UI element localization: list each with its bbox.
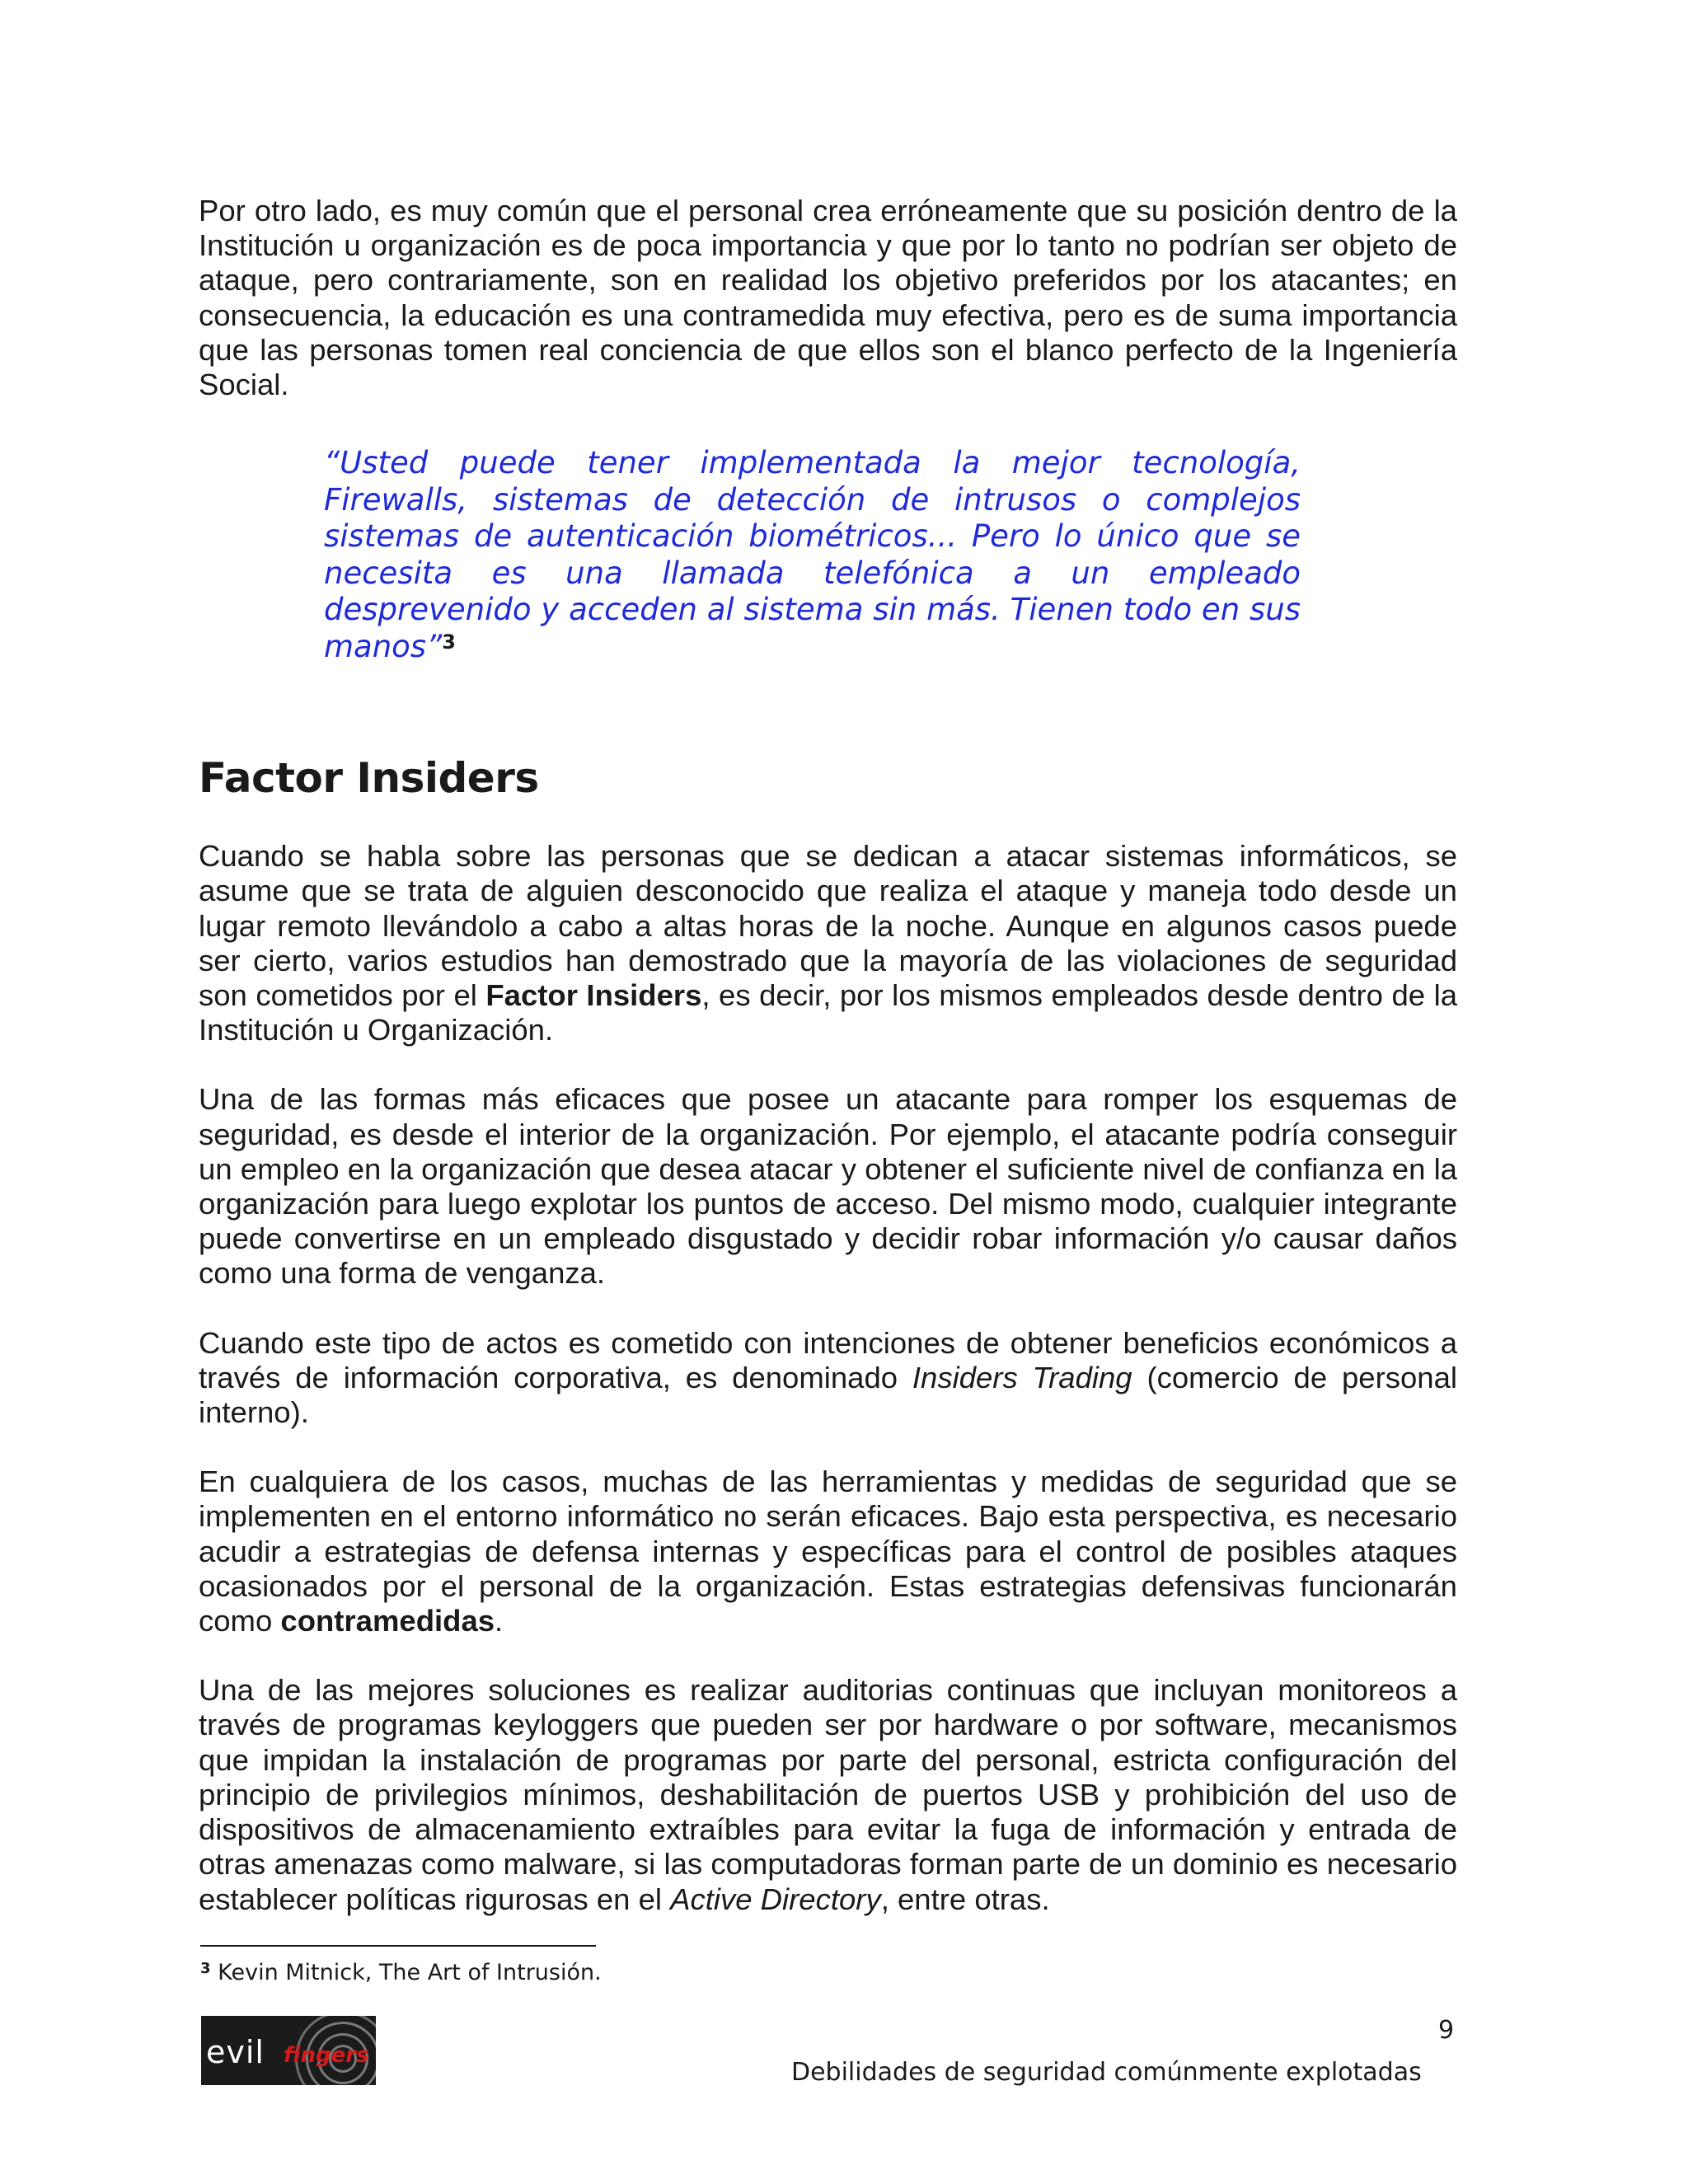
paragraph-text: (comercio de personal interno). <box>199 1360 1457 1430</box>
paragraph-text: Cuando se habla sobre las personas que se dedican a atacar sistemas informáticos, se asume que se trata de alguien desconocido que realiza el ataque y maneja todo desde un lugar remoto llevándolo a cabo a altas horas de la noche. Aunque en algunos casos puede ser cierto, varios estudios han demostrado que la mayoría de las violaciones de seguridad son cometidos por el <box>199 839 1457 1013</box>
section-heading: Factor Insiders <box>199 754 539 803</box>
bold-term: Factor Insiders <box>485 978 702 1013</box>
footnote-number: 3 <box>200 1960 211 1977</box>
paragraph-text: , entre otras. <box>880 1882 1050 1916</box>
paragraph: Una de las formas más eficaces que posee un atacante para romper los esquemas de seguridad, es desde el interior de la organización. Por ejemplo, el atacante podría conseguir un empleo en la organización que desea atacar y obtener el suficiente nivel de confianza en la organización para luego explotar los puntos de acceso. Del mismo modo, cualquier integrante puede convertirse en un empleado disgustado y decidir robar información y/o causar daños como una forma de venganza. <box>199 1082 1457 1291</box>
footnote-divider <box>200 1945 596 1947</box>
paragraph <box>199 1465 1457 1638</box>
logo-word-evil: evil <box>206 2034 265 2070</box>
paragraph <box>199 1673 1457 1916</box>
intro-paragraph: Por otro lado, es muy común que el personal crea erróneamente que su posición dentro de la Institución u organización es de poca importancia y que por lo tanto no podrían ser objeto de ataque, pero contrariamente, son en realidad los objetivo preferidos por los atacantes; en consecuencia, la educación es una contramedida muy efectiva, pero es de suma importancia que las personas tomen real conciencia de que ellos son el blanco perfecto de la Ingeniería Social. <box>199 194 1457 402</box>
page-number: 9 <box>1438 2016 1455 2045</box>
italic-term: Active Directory <box>670 1882 881 1916</box>
quote-text: “Usted puede tener implementada la mejor tecnología, Firewalls, sistemas de detección de intrusos o complejos sistemas de autenticación biométricos... Pero lo único que se necesita es una llamada telefónica a un empleado desprevenido y acceden al sistema sin más. Tienen todo en sus manos” <box>324 445 1301 664</box>
logo <box>201 2016 376 2085</box>
paragraph-text: En cualquiera de los casos, muchas de las herramientas y medidas de seguridad que se implementen en el entorno informático no serán eficaces. Bajo esta perspectiva, es necesario acudir a estrategias de defensa internas y específicas para el control de posibles ataques ocasionados por el personal de la organización. Estas estrategias defensivas funcionarán como <box>199 1465 1457 1638</box>
italic-term: Insiders Trading <box>912 1360 1132 1394</box>
footnote <box>200 1960 602 1985</box>
footnote-reference[interactable]: 3 <box>442 630 456 654</box>
footnote-text: Kevin Mitnick, The Art of Intrusión. <box>210 1960 602 1985</box>
logo-word-fingers: fingers <box>284 2043 369 2068</box>
paragraph-text: Cuando este tipo de actos es cometido con intenciones de obtener beneficios económicos a través de información corporativa, es denominado <box>199 1325 1457 1394</box>
paragraph-text: . <box>495 1604 504 1638</box>
paragraph-text: , es decir, por los mismos empleados desde dentro de la Institución u Organización. <box>199 978 1457 1047</box>
footer-title: Debilidades de seguridad comúnmente explotadas <box>791 2058 1422 2087</box>
bold-term: contramedidas <box>280 1604 495 1638</box>
paragraph <box>199 839 1457 1047</box>
blockquote <box>324 445 1301 665</box>
page-content <box>199 194 1457 1917</box>
paragraph-text: Una de las mejores soluciones es realizar auditorias continuas que incluyan monitoreos a través de programas keyloggers que pueden ser por hardware o por software, mecanismos que impidan la instalación de programas por parte del personal, estricta configuración del principio de privilegios mínimos, deshabilitación de puertos USB y prohibición del uso de dispositivos de almacenamiento extraíbles para evitar la fuga de información y entrada de otras amenazas como malware, si las computadoras forman parte de un dominio es necesario establecer políticas rigurosas en el <box>199 1673 1457 1916</box>
paragraph <box>199 1326 1457 1431</box>
